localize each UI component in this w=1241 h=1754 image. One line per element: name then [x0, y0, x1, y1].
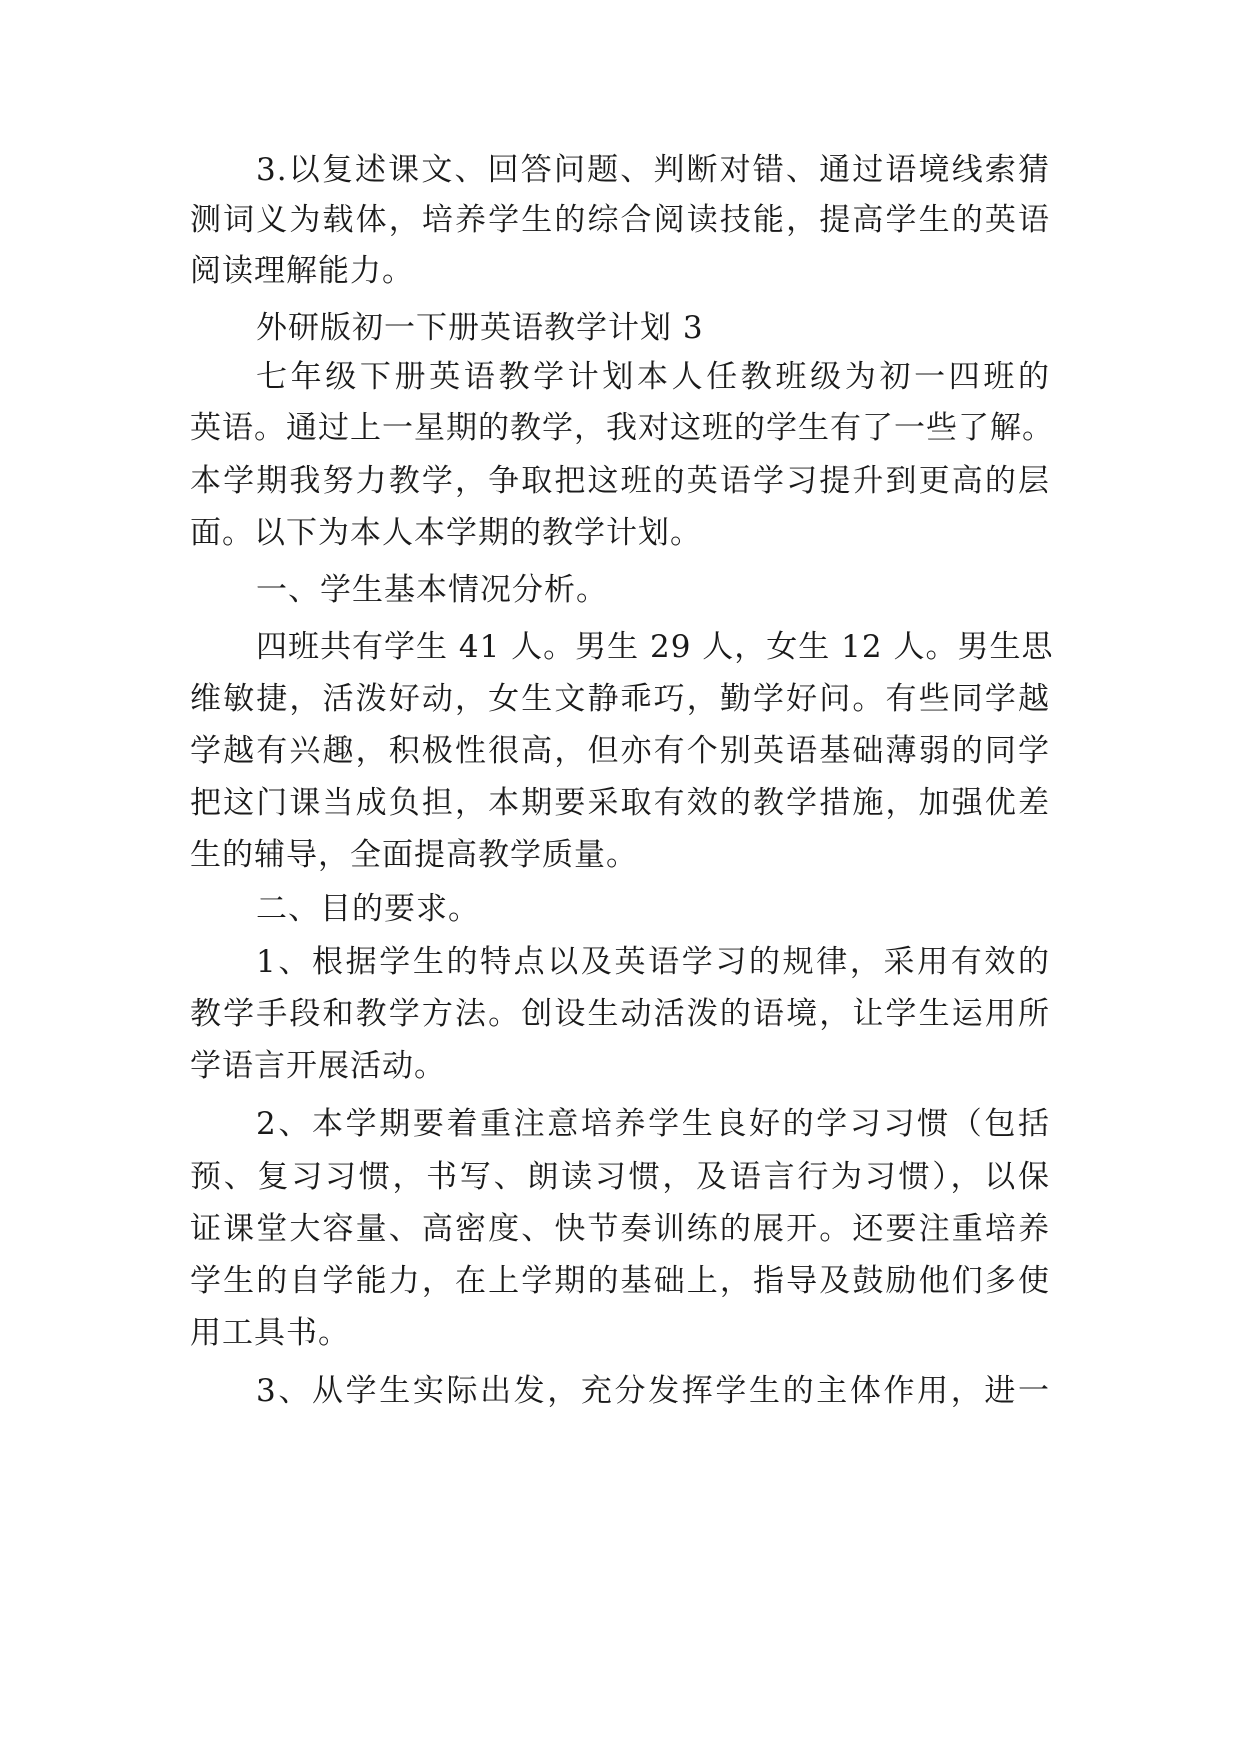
- paragraph-line: 生的辅导，全面提高教学质量。: [190, 837, 638, 873]
- paragraph-line: 阅读理解能力。: [190, 253, 414, 289]
- section-heading: 二、目的要求。: [256, 891, 480, 927]
- paragraph-line: 测词义为载体，培养学生的综合阅读技能，提高学生的英语: [190, 202, 1050, 238]
- paragraph-line: 本学期我努力教学，争取把这班的英语学习提升到更高的层: [190, 463, 1050, 499]
- paragraph-line: 面。以下为本人本学期的教学计划。: [190, 515, 702, 551]
- paragraph-line: 学语言开展活动。: [190, 1048, 446, 1084]
- paragraph-line: 3、从学生实际出发，充分发挥学生的主体作用，进一: [256, 1373, 1050, 1409]
- paragraph-line: 预、复习习惯，书写、朗读习惯，及语言行为习惯），以保: [190, 1159, 1050, 1195]
- paragraph-line: 2、本学期要着重注意培养学生良好的学习习惯（包括: [256, 1106, 1050, 1142]
- paragraph-line: 英语。通过上一星期的教学，我对这班的学生有了一些了解。: [190, 410, 1054, 446]
- paragraph-line: 学越有兴趣，积极性很高，但亦有个别英语基础薄弱的同学: [190, 733, 1050, 769]
- paragraph-line: 四班共有学生 41 人。男生 29 人，女生 12 人。男生思: [256, 629, 1054, 665]
- section-heading: 一、学生基本情况分析。: [256, 572, 608, 608]
- paragraph-line: 用工具书。: [190, 1315, 350, 1351]
- section-heading: 外研版初一下册英语教学计划 3: [256, 310, 704, 346]
- paragraph-line: 1、根据学生的特点以及英语学习的规律，采用有效的: [256, 944, 1050, 980]
- paragraph-line: 学生的自学能力，在上学期的基础上，指导及鼓励他们多使: [190, 1263, 1050, 1299]
- paragraph-line: 七年级下册英语教学计划本人任教班级为初一四班的: [256, 359, 1050, 395]
- paragraph-line: 把这门课当成负担，本期要采取有效的教学措施，加强优差: [190, 785, 1050, 821]
- paragraph-line: 证课堂大容量、高密度、快节奏训练的展开。还要注重培养: [190, 1211, 1050, 1247]
- paragraph-line: 维敏捷，活泼好动，女生文静乖巧，勤学好问。有些同学越: [190, 681, 1050, 717]
- paragraph-line: 3.以复述课文、回答问题、判断对错、通过语境线索猜: [256, 152, 1050, 188]
- paragraph-line: 教学手段和教学方法。创设生动活泼的语境，让学生运用所: [190, 996, 1050, 1032]
